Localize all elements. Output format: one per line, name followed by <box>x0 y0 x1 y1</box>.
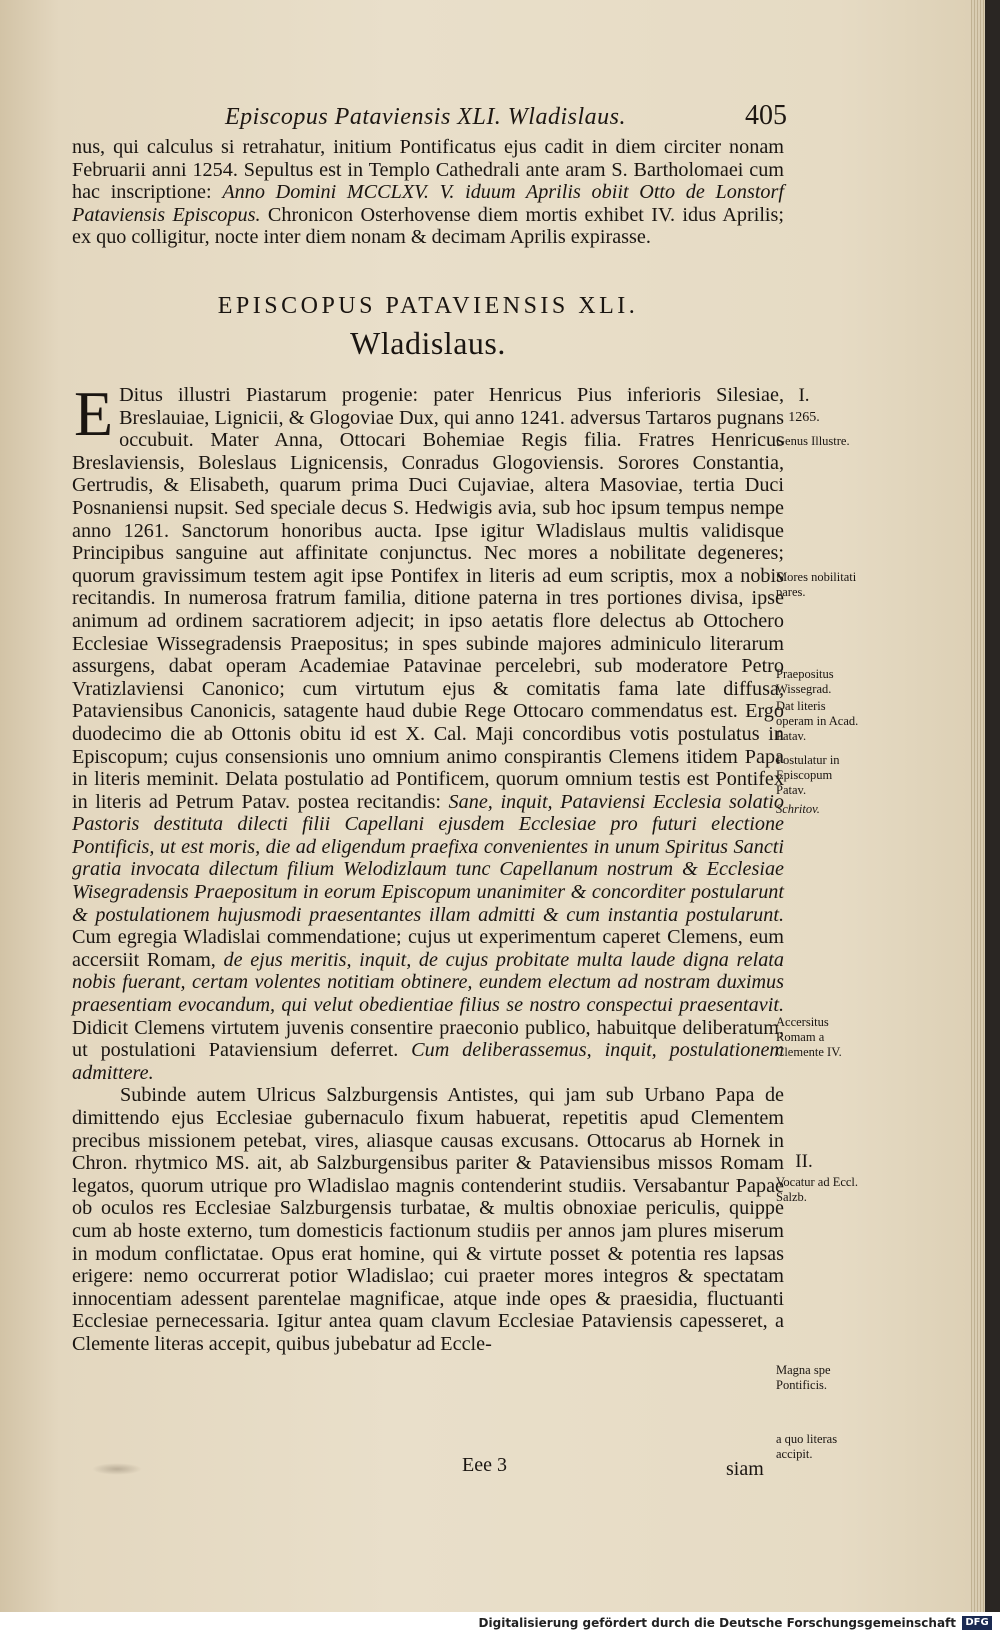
intro-paragraph <box>72 136 784 249</box>
p1-quote-1: Sane, inquit, Pataviensi Ecclesia solatio Pastoris destituta dilecti filii Capellani ejusdem Ecclesiae pro futuri electione Pontificis, ut est moris, die ad eligendum praefixa convenientes in unum Spiritus Sancti gratia invocata dilectum filium Welodizlaum tunc Capellanum nostrum & Ecclesiae Wisegradensis Praepositum in eorum Episcopum unanimiter & concorditer postularunt & postulationem hujusmodi praesentantes illam admitti & cum instantia postularunt. <box>72 790 784 926</box>
margin-note-genus: Genus Illustre. <box>776 434 850 448</box>
paragraph-2: Subinde autem Ulricus Salzburgensis Antistes, qui jam sub Urbano Papa de dimittendo ejus Ecclesiae gubernaculo fixum habuerat, repetitis apud Clementem precibus missionem petebat, vires, aliasque causas excusans. Ottocarus ab Hornek in Chron. rhytmico MS. ait, ab Salzburgensibus pariter & Pataviensibus missos Romam legatos, quorum utrique pro Wladislao magnis contenderint studiis. Versabantur Papae ob oculos res Ecclesiae Salzburgensis turbatae, & multis obnoxiae periculis, quippe cum ab hoste externo, tum domesticis factionum studiis per annos jam plures miserum in modum conflictatae. Opus erat homine, qui & virtute posset & potentia res lapsas erigere: nemo occurrerat potior Wladislao; cui praeter mores integros & spectatam innocentiam adessent parentelae magnificae, atque inde opes & praesidia, fluctuanti Ecclesiae pernecessaria. Igitur antea quam clavum Ecclesiae Pataviensis capesseret, a Clemente literas accepit, quibus jubebatur ad Eccle- <box>72 1084 784 1355</box>
footer-bar <box>0 1612 1000 1635</box>
margin-note-postulatur: Postulatur in Episcopum Patav. <box>776 753 840 797</box>
running-header <box>75 100 795 136</box>
paragraph-1 <box>72 378 785 1084</box>
p1-text-b: Cum egregia Wladislai commendatione; cujus ut experimentum caperet Clemens, eum accersiit Romam, <box>72 926 784 971</box>
margin-note-schritov: Schritov. <box>776 802 820 816</box>
catchword: siam <box>726 1458 764 1480</box>
intro-tail: Chronicon Osterhovense diem mortis exhibet IV. idus Aprilis; ex quo colligitur, nocte inter diem nonam & decimam Aprilis expirasse. <box>72 203 785 249</box>
margin-roman-I: I. <box>798 385 810 406</box>
main-text <box>72 378 785 1356</box>
ink-smudge <box>92 1463 142 1475</box>
intro-inscription: Anno Domini MCCLXV. V. iduum Aprilis obiit Otto de Lonstorf Pataviensis Episcopus. <box>72 181 784 226</box>
margin-note-magna-spe: Magna spe Pontificis. <box>776 1363 831 1392</box>
margin-note-academia: Dat literis operam in Acad. Patav. <box>776 699 859 743</box>
intro-text: nus, qui calculus si retrahatur, initium Pontificatus ejus cadit in diem circiter nonam Februarii anni 1254. Sepultus est in Templo Cathedrali ante aram S. Bartholomaei cum hac inscriptione: <box>72 136 784 204</box>
page-edge <box>971 0 985 1612</box>
dfg-logo: DFG <box>962 1616 992 1630</box>
signature-mark: Eee 3 <box>462 1454 507 1476</box>
p1-text-c: Didicit Clemens virtutem juvenis consentire praeconio publico, habuitque deliberatum, ut postulationi Pataviensium deferret. <box>72 1016 784 1062</box>
margin-year: 1265. <box>788 410 820 425</box>
section-name: Wladislaus. <box>350 325 506 361</box>
p1-quote-2: de ejus meritis, inquit, de cujus probitate multa laude digna relata nobis fuerant, certam volentes notitiam obtinere, eundem electum ad nostram duximus praesentiam evocandum, qui velut obedientiae filius se nostro conspectui praesentavit. <box>72 948 785 1017</box>
margin-note-vocatur: Vocatur ad Eccl. Salzb. <box>776 1175 859 1204</box>
running-title: Episcopus Pataviensis XLI. Wladislaus. <box>225 104 626 130</box>
drop-cap: E <box>74 378 114 449</box>
p1-text-a: Ditus illustri Piastarum progenie: pater Henricus Pius inferioris Silesiae, Breslauiae, Lignicii, & Glogoviae Dux, qui anno 1241. adversus Tartaros pugnans occubuit. Mater Anna, Ottocari Bohemiae Regis filia. Fratres Henricus Breslaviensis, Boleslaus Lignicensis, Conradus Glogoviensis. Sorores Constantia, Gertrudis, & Elisabeth, quarum prima Duci Cujaviae, altera Masoviae, tertia Duci Posnaniensi nupsit. Sed speciale decus S. Hedwigis avia, sub hoc ipsum tempus nempe anno 1261. Sanctorum honoribus aucta. Ipse igitur Wladislaus multis validisque Principibus sanguine aut affinitate conjunctus. Nec mores a nobilitate degeneres; quorum gravissimum testem agit ipse Pontifex in literis ad eum scriptis, mox a nobis recitandis. In numerosa fratrum familia, ditione paterna in tres portiones divisa, ipse animum ad ordinem sacratiorem adjecit; in ipso aetatis flore delectus ab Ottochero Ecclesiae Wissegradensis Praepositus; in spes subinde majores adminiculo literarum assurgens, dabat operam Academiae Patavinae percelebri, sub moderatore Petro Vratizlaviensi Canonico; cum virtutum ejus & comitatis fama late diffusa, Pataviensibus Canonicis, satagente haud dubie Rege Ottocaro commendatus est. Ergo duodecimo die ab Ottonis obitu id est X. Cal. Maji concordibus votis postulatus in Episcopum; cujus consensionis uno omnium animo conspirantis Clemens itidem Papa in literis meminit. Delata postulatio ad Pontificem, quorum omnium testis est Pontifex in literis ad Petrum Patav. postea recitandis: <box>72 384 784 813</box>
margin-note-praepositus: Praepositus Wissegrad. <box>776 667 834 696</box>
page-number: 405 <box>745 100 787 131</box>
section-title: EPISCOPUS PATAVIENSIS XLI. <box>217 293 639 319</box>
p1-quote-3: Cum deliberassemus, inquit, postulationem admittere. <box>72 1039 784 1084</box>
margin-note-mores: Mores nobilitati pares. <box>776 570 857 599</box>
margin-note-a-quo: a quo literas accipit. <box>776 1432 838 1461</box>
margin-note-accersitus: Accersitus Romam a Clemente IV. <box>776 1015 842 1059</box>
margin-roman-II: II. <box>795 1151 813 1172</box>
footer-credit: Digitalisierung gefördert durch die Deutsche Forschungsgemeinschaft <box>478 1616 956 1630</box>
